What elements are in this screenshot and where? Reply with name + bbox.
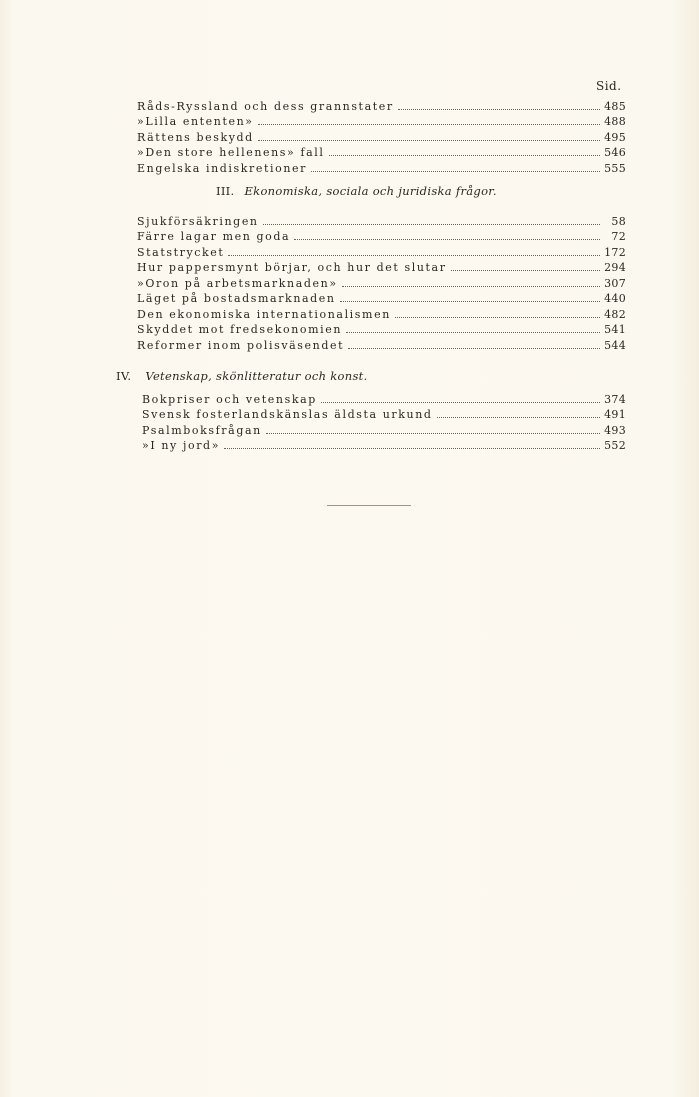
toc-entry-title: Svensk fosterlandskänslas äldsta urkund — [142, 408, 433, 421]
toc-entry-page: 493 — [604, 423, 626, 437]
toc-entry[interactable] — [137, 321, 626, 337]
toc-entry-page: 72 — [611, 230, 626, 243]
dot-leader — [266, 433, 600, 434]
toc-entry-title: »Lilla ententen» — [137, 115, 254, 128]
toc-entry-page: 374 — [604, 392, 626, 406]
section-heading-4 — [116, 369, 368, 383]
toc-entry[interactable] — [137, 274, 626, 290]
toc-entry[interactable] — [137, 159, 626, 175]
toc-entry-title: Psalmboksfrågan — [142, 423, 262, 437]
toc-entry[interactable] — [137, 243, 626, 259]
toc-entry-title: Den ekonomiska internationalismen — [137, 307, 391, 321]
dot-leader — [329, 155, 600, 156]
dot-leader — [311, 171, 600, 172]
toc-entry-title: Läget på bostadsmarknaden — [137, 292, 336, 305]
section-heading-3 — [216, 184, 497, 198]
dot-leader — [348, 348, 600, 349]
toc-entry-title: Färre lagar men goda — [137, 230, 291, 243]
section-title: Vetenskap, skönlitteratur och konst. — [145, 369, 368, 383]
dot-leader — [342, 286, 600, 287]
toc-entry-page: 544 — [604, 338, 626, 352]
section-numeral: IV. — [116, 369, 132, 383]
toc-group-section-3 — [137, 212, 626, 352]
toc-entry[interactable] — [137, 128, 626, 144]
toc-entry[interactable] — [137, 97, 626, 113]
toc-entry-page: 552 — [604, 439, 626, 452]
toc-entry-page: 546 — [604, 146, 626, 159]
toc-entry-title: »Oron på arbetsmarknaden» — [137, 276, 338, 290]
toc-entry-title: »I ny jord» — [142, 439, 221, 452]
toc-entry-title: Hur pappersmynt börjar, och hur det slutar — [137, 261, 447, 274]
dot-leader — [258, 124, 600, 125]
toc-group-section-4 — [142, 390, 626, 452]
toc-entry-page: 307 — [604, 276, 626, 290]
dot-leader — [451, 270, 600, 271]
dot-leader — [224, 448, 600, 449]
toc-entry-page: 440 — [604, 292, 626, 305]
dot-leader — [340, 301, 600, 302]
toc-entry-page: 555 — [604, 161, 626, 175]
toc-entry-page: 172 — [604, 245, 626, 259]
dot-leader — [294, 239, 600, 240]
dot-leader — [437, 417, 600, 418]
toc-entry[interactable] — [137, 228, 626, 244]
toc-entry[interactable] — [137, 212, 626, 228]
toc-entry[interactable] — [142, 406, 626, 422]
toc-entry-title: Skyddet mot fredsekonomien — [137, 323, 343, 336]
toc-entry-page: 485 — [604, 99, 626, 113]
toc-entry-page: 58 — [611, 214, 626, 228]
toc-entry-page: 541 — [604, 323, 626, 336]
toc-entry-title: Sjukförsäkringen — [137, 214, 259, 228]
toc-entry[interactable] — [142, 390, 626, 406]
dot-leader — [346, 332, 600, 333]
toc-entry-title: Reformer inom polisväsendet — [137, 338, 345, 352]
toc-entry[interactable] — [142, 421, 626, 437]
dot-leader — [263, 224, 600, 225]
toc-entry[interactable] — [137, 290, 626, 306]
toc-entry[interactable] — [137, 144, 626, 160]
toc-entry-page: 495 — [604, 130, 626, 144]
dot-leader — [228, 255, 600, 256]
toc-entry-page: 482 — [604, 307, 626, 321]
dot-leader — [321, 402, 600, 403]
toc-entry[interactable] — [137, 259, 626, 275]
section-numeral: III. — [216, 184, 235, 198]
dot-leader — [395, 317, 600, 318]
toc-entry-page: 488 — [604, 115, 626, 128]
toc-entry-title: Statstrycket — [137, 245, 225, 259]
toc-entry-title: Engelska indiskretioner — [137, 161, 308, 175]
toc-entry[interactable] — [137, 336, 626, 352]
dot-leader — [258, 140, 600, 141]
toc-entry-title: Rättens beskydd — [137, 130, 254, 144]
toc-entry-title: Bokpriser och vetenskap — [142, 392, 317, 406]
toc-group-top — [137, 97, 626, 175]
toc-entry-title: Råds-Ryssland och dess grannstater — [137, 99, 394, 113]
toc-entry-title: »Den store hellenens» fall — [137, 146, 325, 159]
page-column-label: Sid. — [596, 79, 622, 93]
dot-leader — [398, 109, 600, 110]
section-title: Ekonomiska, sociala och juridiska frågor. — [244, 184, 497, 198]
toc-entry[interactable] — [137, 113, 626, 129]
toc-entry-page: 294 — [604, 261, 626, 274]
section-divider — [327, 505, 411, 506]
toc-entry[interactable] — [142, 437, 626, 453]
toc-entry-page: 491 — [604, 408, 626, 421]
toc-entry[interactable] — [137, 305, 626, 321]
